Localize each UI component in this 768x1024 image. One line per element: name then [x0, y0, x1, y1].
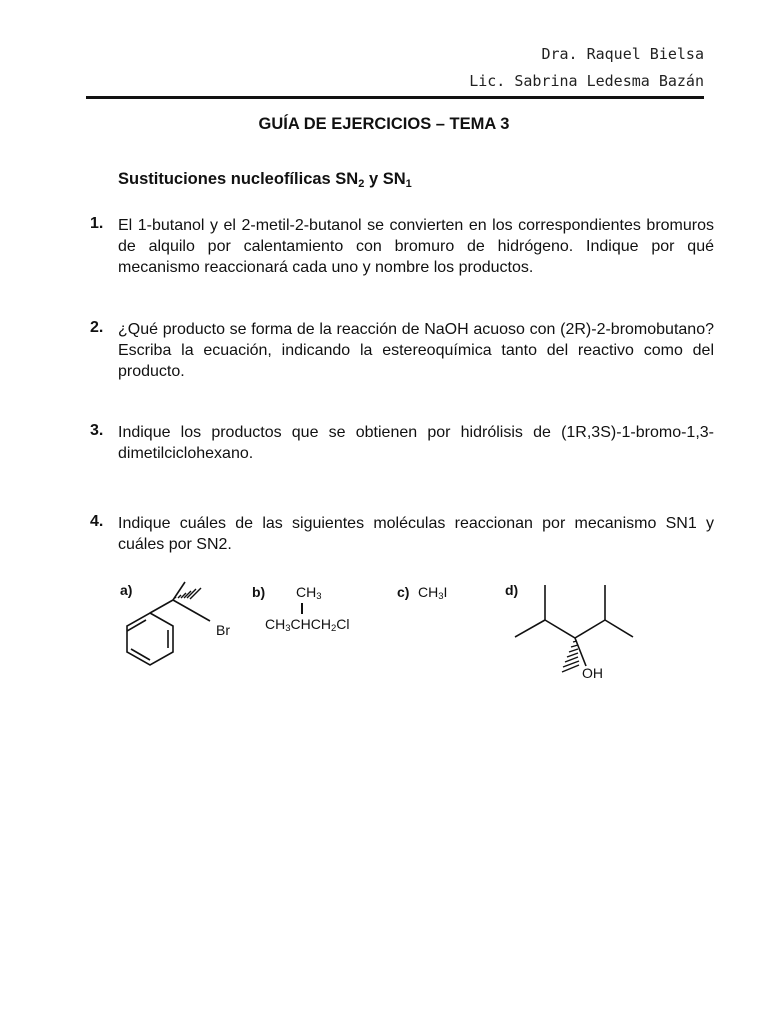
d-bond-3 — [545, 620, 575, 638]
exercise-3-text: Indique los productos que se obtienen por hidrólisis de (1R,3S)-1-bromo-1,3-dimetilciclohexano. — [118, 424, 714, 462]
hashed-wedge-d — [562, 641, 579, 672]
molecule-b-top-sub: 3 — [316, 591, 322, 602]
hydroxyl-label: OH — [582, 665, 603, 681]
exercise-3-number: 3. — [90, 422, 104, 439]
exercise-1-number: 1. — [90, 215, 104, 232]
section-title-prefix: Sustituciones nucleofílicas SN — [118, 170, 359, 188]
molecule-c-part-1: CH — [418, 584, 439, 600]
section-title-mid: y SN — [364, 170, 406, 188]
exercise-4-text: Indique cuáles de las siguientes moléculas reaccionan por mecanismo SN1 y cuáles por SN2. — [118, 515, 714, 553]
d-bond-6 — [605, 620, 633, 637]
molecule-b-top-ch: CH — [296, 584, 317, 600]
section-title-sub-2: 1 — [405, 178, 412, 190]
guide-title: GUÍA DE EJERCICIOS – TEMA 3 — [258, 115, 510, 133]
molecule-b-sub-1: 3 — [285, 623, 291, 634]
molecule-b-part-2: CHCH — [290, 616, 331, 632]
molecule-b-sub-2: 2 — [330, 623, 337, 634]
molecule-b-part-1: CH — [265, 616, 286, 632]
exercise-2-text: ¿Qué producto se forma de la reacción de NaOH acuoso con (2R)-2-bromobutano? Escriba la ecuación, indicando la estereoquímica tanto del reactivo como del producto. — [118, 321, 714, 380]
molecule-c-label: c) — [397, 584, 410, 600]
exercise-1-text: El 1-butanol y el 2-metil-2-butanol se convierten en los correspondientes bromuros de alquilo por calentamiento con bromuro de hidrógeno. Indique por qué mecanismo reaccionará cada uno y nombre los productos. — [118, 217, 714, 276]
molecule-c-sub-1: 3 — [438, 591, 444, 602]
author-2: Lic. Sabrina Ledesma Bazán — [469, 72, 704, 90]
molecule-a-label: a) — [120, 582, 133, 598]
molecule-b-part-3: Cl — [336, 616, 350, 632]
d-bond-4 — [575, 620, 605, 638]
author-1: Dra. Raquel Bielsa — [541, 45, 704, 63]
bromine-label: Br — [216, 622, 230, 638]
exercise-2-number: 2. — [90, 319, 104, 336]
molecule-b-label: b) — [252, 584, 266, 600]
molecule-d-label: d) — [505, 582, 519, 598]
exercise-4-number: 4. — [90, 513, 104, 530]
d-bond-1 — [515, 620, 545, 637]
section-title-sub-1: 2 — [358, 178, 365, 190]
molecule-c-part-2: I — [443, 584, 448, 600]
